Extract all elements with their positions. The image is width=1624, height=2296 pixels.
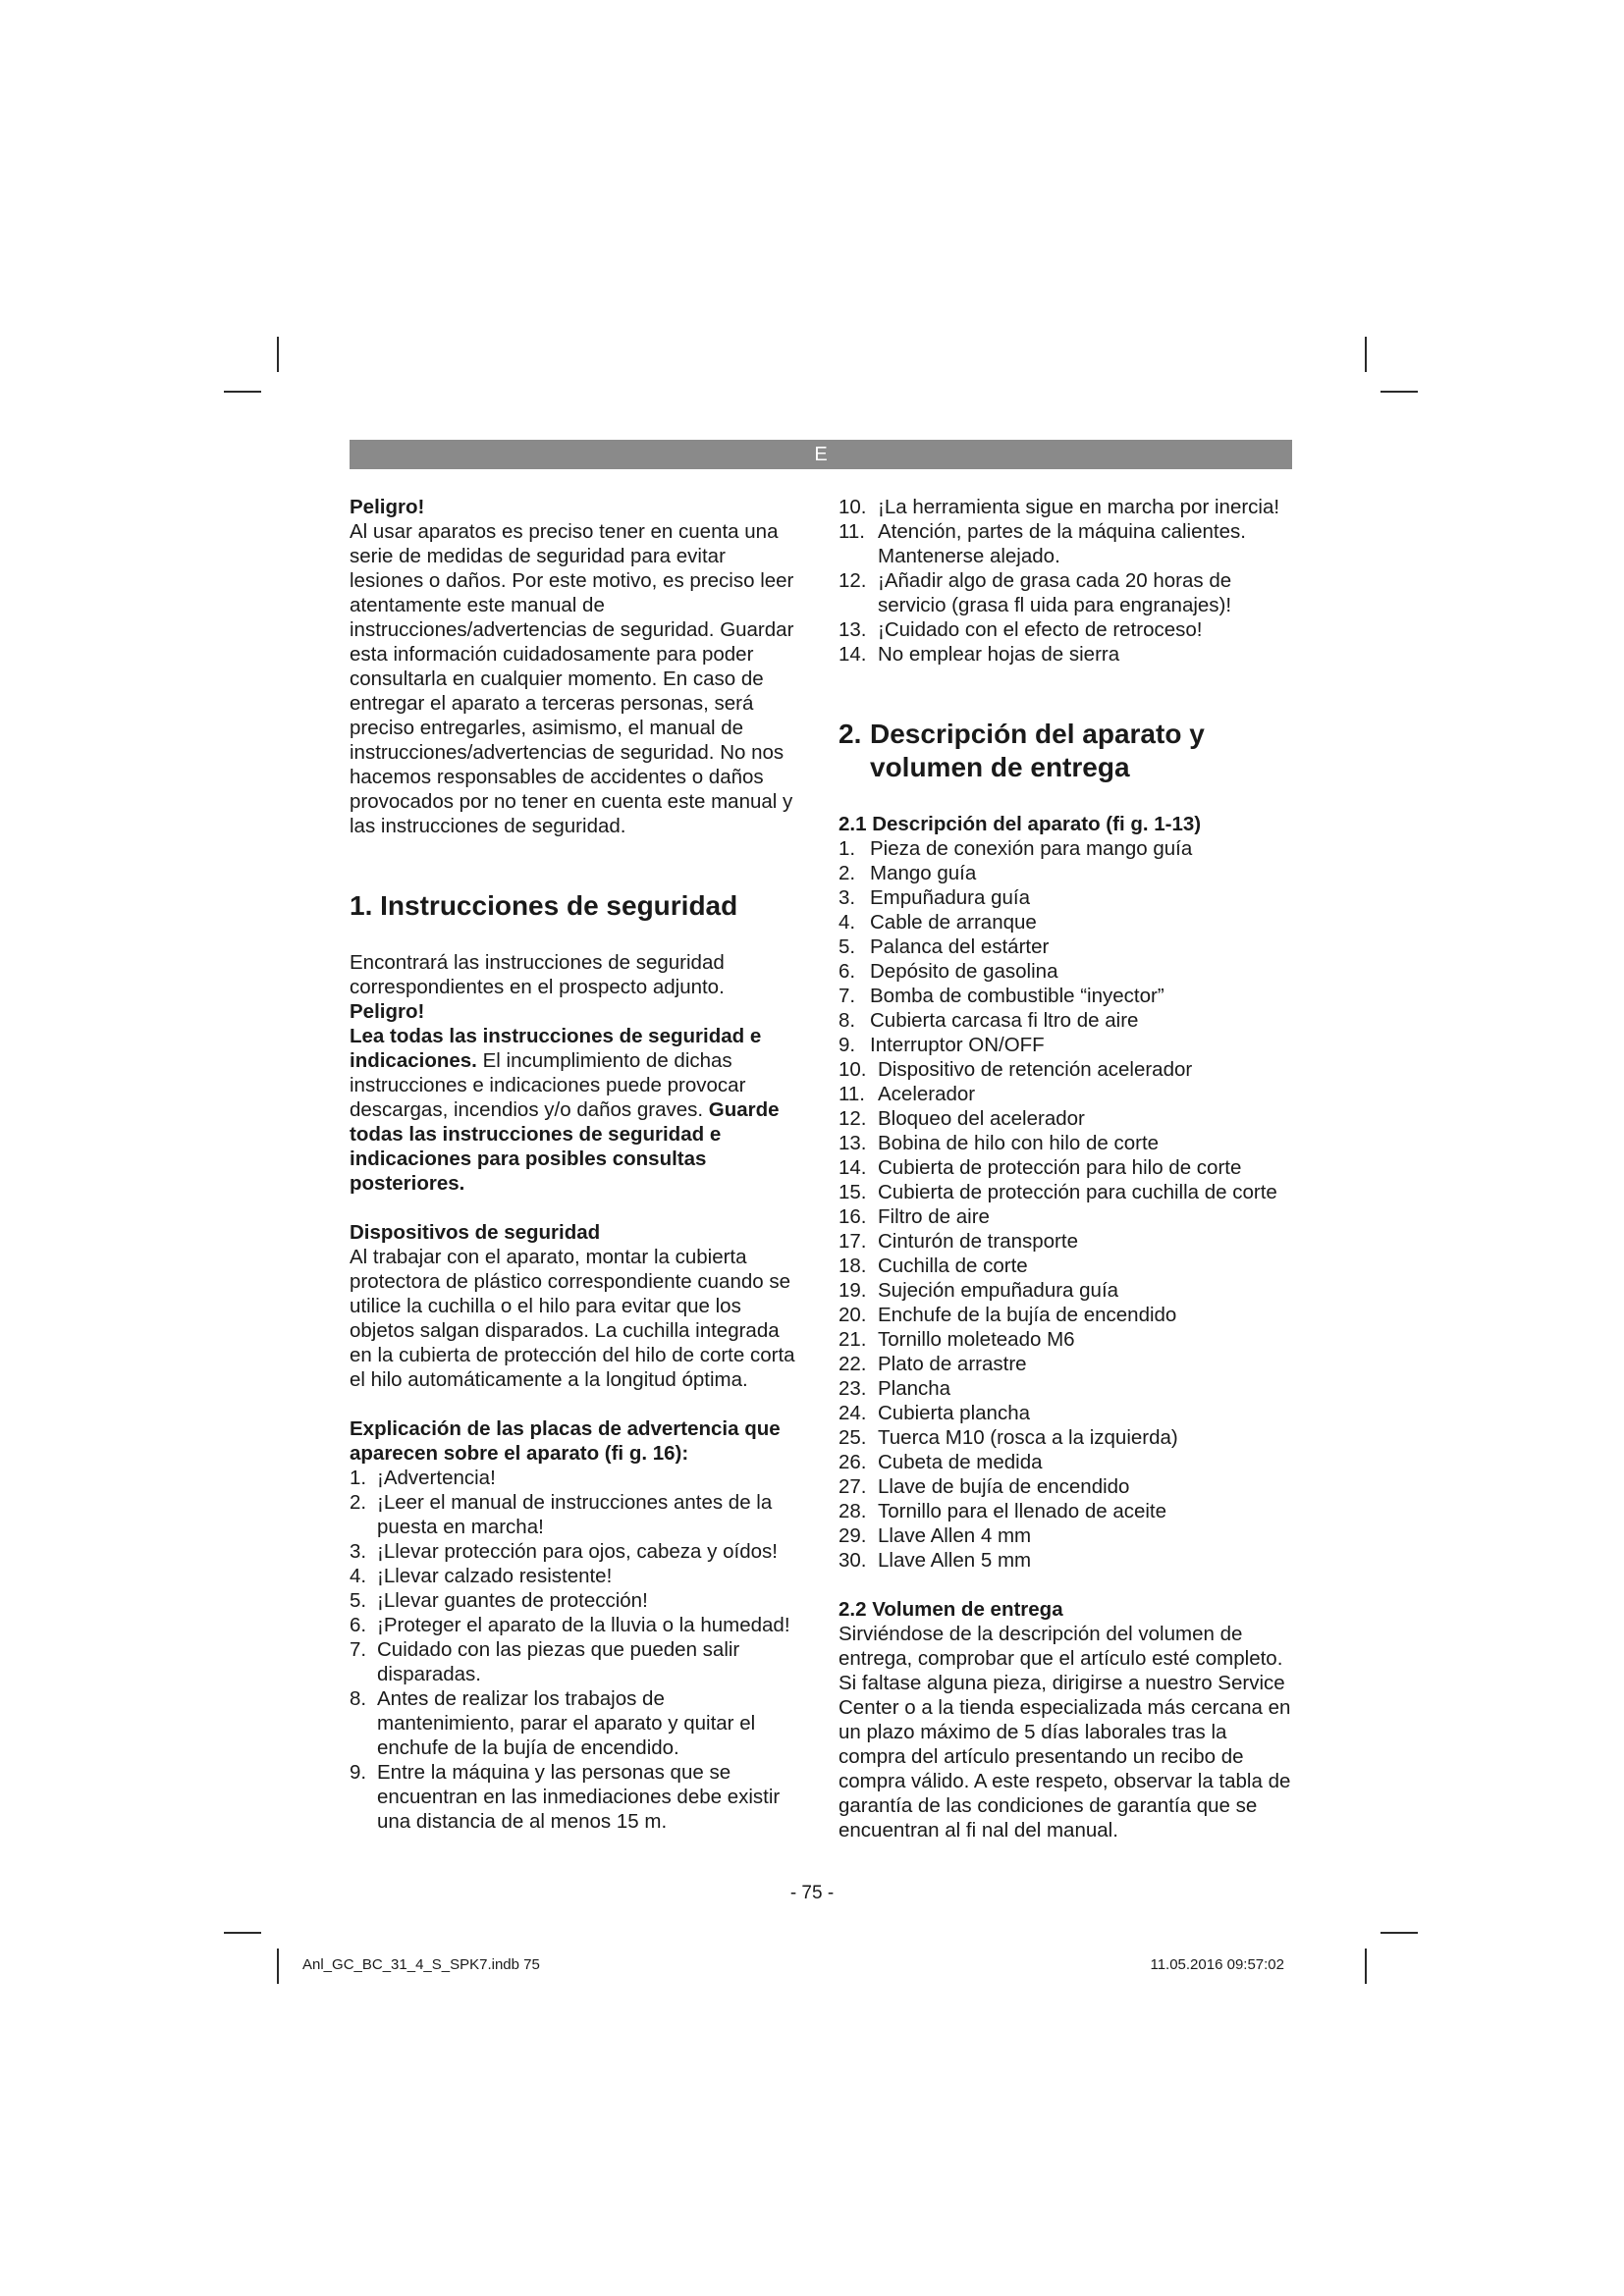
item-number: 12. <box>839 569 867 592</box>
section-number: 2. <box>839 719 862 749</box>
list-item <box>350 1613 803 1637</box>
crop-mark <box>224 391 261 393</box>
list-item <box>350 1760 803 1834</box>
item-number: 26. <box>839 1451 867 1473</box>
item-text: Cinturón de transporte <box>878 1230 1078 1253</box>
item-text: Acelerador <box>878 1083 976 1105</box>
item-number: 28. <box>839 1500 867 1522</box>
item-number: 3. <box>350 1540 367 1563</box>
item-number: 1. <box>350 1467 367 1489</box>
list-item <box>839 568 1292 617</box>
item-text: ¡Advertencia! <box>377 1467 496 1489</box>
item-number: 18. <box>839 1255 867 1277</box>
item-number: 30. <box>839 1549 867 1572</box>
left-column <box>350 495 803 1834</box>
delivery-heading: 2.2 Volumen de entrega <box>839 1598 1063 1621</box>
list-item <box>839 495 1292 519</box>
item-number: 5. <box>839 935 856 958</box>
list-item <box>350 1539 803 1564</box>
item-number: 5. <box>350 1589 367 1612</box>
list-item <box>839 934 1292 959</box>
item-text: Depósito de gasolina <box>870 960 1058 983</box>
language-label: E <box>814 444 828 465</box>
section-number: 1. <box>350 890 373 921</box>
file-info: Anl_GC_BC_31_4_S_SPK7.indb 75 <box>302 1956 540 1973</box>
item-text: Mango guía <box>870 862 977 884</box>
warnings-list <box>350 1466 803 1834</box>
section-1-paragraph: Encontrará las instrucciones de seguridad correspondientes en el prospecto adjunto. <box>350 951 725 998</box>
item-number: 17. <box>839 1230 867 1253</box>
list-item <box>839 1450 1292 1474</box>
item-text: Bomba de combustible “inyector” <box>870 985 1164 1007</box>
section-title-line-2: volumen de entrega <box>870 752 1130 782</box>
crop-mark <box>1365 1949 1367 1984</box>
devices-paragraph: Al trabajar con el aparato, montar la cubierta protectora de plástico correspondiente cuando se utilice la cuchilla o el hilo para evitar que los objetos salgan disparados. La cuchilla integrada en la cubierta de protección del hilo de corte corta el hilo automáticamente a la longitud óptima. <box>350 1246 795 1391</box>
list-item <box>839 1352 1292 1376</box>
list-item <box>839 1204 1292 1229</box>
item-number: 6. <box>839 960 856 983</box>
item-text: Plancha <box>878 1377 951 1400</box>
item-text: Cuidado con las piezas que pueden salir disparadas. <box>377 1638 740 1685</box>
item-number: 27. <box>839 1475 867 1498</box>
list-item <box>839 1106 1292 1131</box>
section-1-title <box>350 889 803 923</box>
item-text: Filtro de aire <box>878 1205 990 1228</box>
list-item <box>839 1523 1292 1548</box>
item-text: Cubierta carcasa fi ltro de aire <box>870 1009 1139 1032</box>
item-text: Antes de realizar los trabajos de mantenimiento, parar el aparato y quitar el enchufe de la bujía de encendido. <box>377 1687 756 1759</box>
bold-text: Lea todas las instrucciones de seguridad e indicaciones. <box>350 1025 762 1072</box>
list-item <box>839 1548 1292 1573</box>
item-text: Cubierta de protección para cuchilla de corte <box>878 1181 1277 1203</box>
list-item <box>839 1376 1292 1401</box>
item-text: Cable de arranque <box>870 911 1037 934</box>
warnings-list-continued <box>839 495 1292 667</box>
list-item <box>839 1131 1292 1155</box>
danger-heading: Peligro! <box>350 1000 425 1023</box>
list-item <box>839 1474 1292 1499</box>
item-number: 2. <box>839 862 856 884</box>
safety-warning-paragraph <box>350 1024 803 1196</box>
item-text: Tornillo moleteado M6 <box>878 1328 1075 1351</box>
item-number: 10. <box>839 1058 867 1081</box>
item-text: Palanca del estárter <box>870 935 1050 958</box>
list-item <box>839 1425 1292 1450</box>
item-number: 23. <box>839 1377 867 1400</box>
delivery-paragraph: Sirviéndose de la descripción del volumen de entrega, comprobar que el artículo esté completo. Si faltase alguna pieza, dirigirse a nuestro Service Center o a la tienda especializada más cercana en un plazo máximo de 5 días laborales tras la compra del artículo presentando un recibo de compra válido. A este respeto, observar la tabla de garantía de las condiciones de garantía que se encuentran al fi nal del manual. <box>839 1623 1291 1842</box>
item-text: ¡Cuidado con el efecto de retroceso! <box>878 618 1203 641</box>
item-text: ¡La herramienta sigue en marcha por inercia! <box>878 496 1280 518</box>
item-text: Tuerca M10 (rosca a la izquierda) <box>878 1426 1178 1449</box>
list-item <box>350 1686 803 1760</box>
item-number: 20. <box>839 1304 867 1326</box>
item-number: 13. <box>839 618 867 641</box>
list-item <box>839 885 1292 910</box>
item-number: 11. <box>839 520 865 543</box>
devices-heading: Dispositivos de seguridad <box>350 1221 601 1244</box>
list-item <box>350 1637 803 1686</box>
section-title-line-1: Descripción del aparato y <box>870 719 1205 749</box>
list-item <box>350 1588 803 1613</box>
description-heading: 2.1 Descripción del aparato (fi g. 1-13) <box>839 813 1202 835</box>
list-item <box>839 642 1292 667</box>
list-item <box>839 959 1292 984</box>
list-item <box>350 1490 803 1539</box>
item-number: 16. <box>839 1205 867 1228</box>
item-number: 22. <box>839 1353 867 1375</box>
item-number: 14. <box>839 1156 867 1179</box>
item-text: ¡Leer el manual de instrucciones antes de la puesta en marcha! <box>377 1491 773 1538</box>
list-item <box>839 861 1292 885</box>
list-item <box>839 1278 1292 1303</box>
item-text: ¡Llevar calzado resistente! <box>377 1565 613 1587</box>
list-item <box>350 1466 803 1490</box>
item-text: Cuchilla de corte <box>878 1255 1028 1277</box>
list-item <box>839 910 1292 934</box>
item-text: ¡Añadir algo de grasa cada 20 horas de servicio (grasa fl uida para engranajes)! <box>878 569 1232 616</box>
item-text: Sujeción empuñadura guía <box>878 1279 1119 1302</box>
item-number: 9. <box>350 1761 367 1784</box>
item-number: 21. <box>839 1328 867 1351</box>
language-header-bar <box>350 440 1292 469</box>
parts-list <box>839 836 1292 1573</box>
item-number: 13. <box>839 1132 867 1154</box>
item-number: 7. <box>839 985 856 1007</box>
item-number: 25. <box>839 1426 867 1449</box>
item-number: 9. <box>839 1034 856 1056</box>
list-item <box>839 1057 1292 1082</box>
warnings-heading: Explicación de las placas de advertencia que aparecen sobre el aparato (fi g. 16): <box>350 1417 781 1465</box>
item-text: Bobina de hilo con hilo de corte <box>878 1132 1160 1154</box>
list-item <box>350 1564 803 1588</box>
list-item <box>839 1254 1292 1278</box>
item-text: ¡Llevar guantes de protección! <box>377 1589 648 1612</box>
item-text: ¡Proteger el aparato de la lluvia o la humedad! <box>377 1614 790 1636</box>
item-number: 2. <box>350 1491 367 1514</box>
item-text: Pieza de conexión para mango guía <box>870 837 1193 860</box>
item-text: Bloqueo del acelerador <box>878 1107 1085 1130</box>
print-datetime: 11.05.2016 09:57:02 <box>1150 1956 1284 1973</box>
item-text: Cubeta de medida <box>878 1451 1043 1473</box>
section-title-text: Instrucciones de seguridad <box>380 890 738 921</box>
item-number: 29. <box>839 1524 867 1547</box>
item-number: 15. <box>839 1181 867 1203</box>
item-number: 11. <box>839 1083 865 1105</box>
item-text: Empuñadura guía <box>870 886 1030 909</box>
crop-mark <box>224 1932 261 1934</box>
item-text: Llave de bujía de encendido <box>878 1475 1130 1498</box>
item-number: 8. <box>839 1009 856 1032</box>
list-item <box>839 1180 1292 1204</box>
list-item <box>839 1327 1292 1352</box>
item-text: Llave Allen 4 mm <box>878 1524 1032 1547</box>
list-item <box>839 1155 1292 1180</box>
bold-text: Guarde todas las instrucciones de seguridad e indicaciones para posibles consultas posteriores. <box>350 1098 780 1195</box>
intro-paragraph: Al usar aparatos es preciso tener en cuenta una serie de medidas de seguridad para evitar lesiones o daños. Por este motivo, es preciso leer atentamente este manual de instrucciones/advertencias de seguridad. Guardar esta información cuidadosamente para poder consultarla en cualquier momento. En caso de entregar el aparato a terceras personas, será preciso entregarles, asimismo, el manual de instrucciones/advertencias de seguridad. No nos hacemos responsables de accidentes o daños provocados por no tener en cuenta este manual y las instrucciones de seguridad. <box>350 520 794 837</box>
section-2-title <box>839 718 1292 784</box>
crop-mark <box>277 1949 279 1984</box>
right-column <box>839 495 1292 1842</box>
normal-text: El incumplimiento de dichas instrucciones e indicaciones puede provocar descargas, incendios y/o daños graves. <box>350 1049 746 1121</box>
item-number: 6. <box>350 1614 367 1636</box>
list-item <box>839 1229 1292 1254</box>
list-item <box>839 1033 1292 1057</box>
list-item <box>839 1401 1292 1425</box>
list-item <box>839 984 1292 1008</box>
crop-mark <box>1365 337 1367 372</box>
item-text: Tornillo para el llenado de aceite <box>878 1500 1167 1522</box>
item-text: Enchufe de la bujía de encendido <box>878 1304 1177 1326</box>
item-text: Dispositivo de retención acelerador <box>878 1058 1193 1081</box>
item-number: 12. <box>839 1107 867 1130</box>
danger-heading: Peligro! <box>350 496 425 518</box>
item-text: Cubierta de protección para hilo de corte <box>878 1156 1242 1179</box>
page-number: - 75 - <box>789 1883 835 1903</box>
crop-mark <box>1380 1932 1418 1934</box>
item-number: 4. <box>839 911 856 934</box>
item-number: 3. <box>839 886 856 909</box>
item-text: No emplear hojas de sierra <box>878 643 1120 666</box>
item-number: 24. <box>839 1402 867 1424</box>
list-item <box>839 617 1292 642</box>
list-item <box>839 1303 1292 1327</box>
item-text: Atención, partes de la máquina calientes. Mantenerse alejado. <box>878 520 1246 567</box>
item-number: 8. <box>350 1687 367 1710</box>
item-text: ¡Llevar protección para ojos, cabeza y oídos! <box>377 1540 778 1563</box>
list-item <box>839 836 1292 861</box>
list-item <box>839 1499 1292 1523</box>
list-item <box>839 1008 1292 1033</box>
crop-mark <box>277 337 279 372</box>
item-text: Interruptor ON/OFF <box>870 1034 1045 1056</box>
list-item <box>839 519 1292 568</box>
item-number: 14. <box>839 643 867 666</box>
item-number: 10. <box>839 496 867 518</box>
item-number: 7. <box>350 1638 367 1661</box>
item-text: Plato de arrastre <box>878 1353 1027 1375</box>
item-number: 19. <box>839 1279 867 1302</box>
crop-mark <box>1380 391 1418 393</box>
item-text: Llave Allen 5 mm <box>878 1549 1032 1572</box>
item-number: 4. <box>350 1565 367 1587</box>
list-item <box>839 1082 1292 1106</box>
item-text: Cubierta plancha <box>878 1402 1030 1424</box>
item-number: 1. <box>839 837 856 860</box>
item-text: Entre la máquina y las personas que se encuentran en las inmediaciones debe existir una distancia de al menos 15 m. <box>377 1761 781 1833</box>
